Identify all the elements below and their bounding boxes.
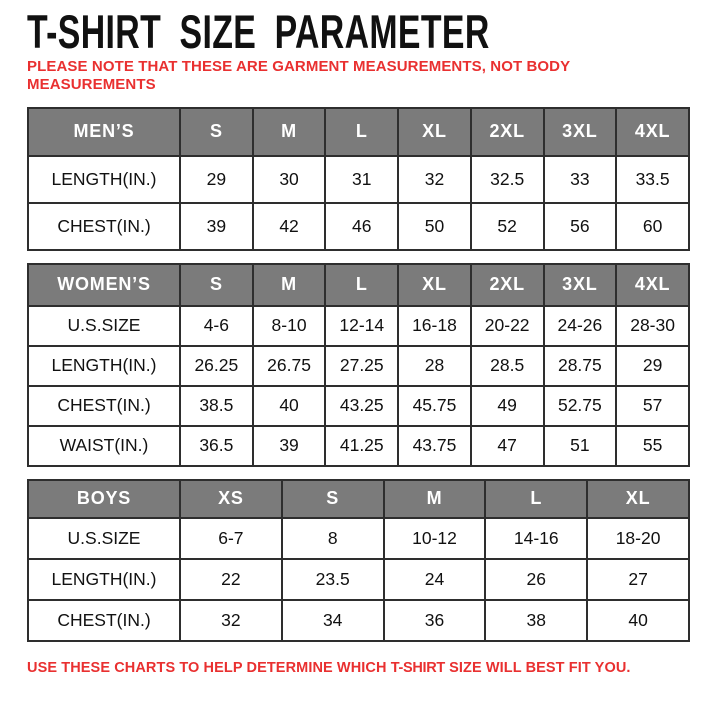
value-cell: 28-30 <box>616 306 689 346</box>
value-cell: 41.25 <box>325 426 398 466</box>
value-cell: 52 <box>471 203 544 250</box>
table-header-row <box>28 264 689 306</box>
value-cell: 32.5 <box>471 156 544 203</box>
value-cell: 55 <box>616 426 689 466</box>
garment-note-line-1: PLEASE NOTE THAT THESE ARE GARMENT MEASUREMENTS, NOT BODY <box>27 58 571 75</box>
value-cell: 33 <box>544 156 617 203</box>
size-header-cell: 2XL <box>471 108 544 156</box>
row-label-cell: CHEST(IN.) <box>28 386 180 426</box>
size-header-cell: 3XL <box>544 264 617 306</box>
value-cell: 38.5 <box>180 386 253 426</box>
value-cell: 28.5 <box>471 346 544 386</box>
boys-size-table <box>27 479 690 642</box>
value-cell: 46 <box>325 203 398 250</box>
value-cell: 24 <box>384 559 486 600</box>
table-header-row <box>28 108 689 156</box>
value-cell: 33.5 <box>616 156 689 203</box>
value-cell: 38 <box>485 600 587 641</box>
row-label-cell: CHEST(IN.) <box>28 203 180 250</box>
value-cell: 27.25 <box>325 346 398 386</box>
size-header-cell: 4XL <box>616 108 689 156</box>
value-cell: 39 <box>180 203 253 250</box>
fit-advice-note <box>27 660 693 676</box>
value-cell: 32 <box>398 156 471 203</box>
table-row <box>28 203 689 250</box>
value-cell: 14-16 <box>485 518 587 559</box>
value-cell: 32 <box>180 600 282 641</box>
value-cell: 6-7 <box>180 518 282 559</box>
value-cell: 57 <box>616 386 689 426</box>
table-row <box>28 386 689 426</box>
value-cell: 26.25 <box>180 346 253 386</box>
row-label-cell: LENGTH(IN.) <box>28 559 180 600</box>
value-cell: 18-20 <box>587 518 689 559</box>
value-cell: 12-14 <box>325 306 398 346</box>
row-label-cell: CHEST(IN.) <box>28 600 180 641</box>
value-cell: 51 <box>544 426 617 466</box>
value-cell: 29 <box>616 346 689 386</box>
page-title <box>27 5 693 58</box>
row-label-cell: U.S.SIZE <box>28 306 180 346</box>
size-header-cell: S <box>180 108 253 156</box>
value-cell: 28 <box>398 346 471 386</box>
size-header-cell: S <box>282 480 384 518</box>
size-header-cell: M <box>253 264 326 306</box>
womens-table-title-cell: WOMEN’S <box>28 264 180 306</box>
page-title-text: T-SHIRT SIZE PARAMETER <box>27 5 490 58</box>
value-cell: 56 <box>544 203 617 250</box>
value-cell: 42 <box>253 203 326 250</box>
size-header-cell: 4XL <box>616 264 689 306</box>
table-row <box>28 306 689 346</box>
value-cell: 60 <box>616 203 689 250</box>
garment-note-line-2: MEASUREMENTS <box>27 76 156 94</box>
value-cell: 40 <box>587 600 689 641</box>
value-cell: 43.25 <box>325 386 398 426</box>
value-cell: 45.75 <box>398 386 471 426</box>
value-cell: 8-10 <box>253 306 326 346</box>
table-row <box>28 600 689 641</box>
value-cell: 47 <box>471 426 544 466</box>
value-cell: 49 <box>471 386 544 426</box>
value-cell: 36.5 <box>180 426 253 466</box>
table-header-row <box>28 480 689 518</box>
size-header-cell: S <box>180 264 253 306</box>
row-label-cell: LENGTH(IN.) <box>28 346 180 386</box>
fit-advice-suffix: SIZE WILL BEST FIT YOU. <box>444 659 631 676</box>
size-header-cell: M <box>253 108 326 156</box>
garment-note <box>27 58 693 95</box>
value-cell: 36 <box>384 600 486 641</box>
value-cell: 24-26 <box>544 306 617 346</box>
table-row <box>28 156 689 203</box>
table-row <box>28 426 689 466</box>
value-cell: 8 <box>282 518 384 559</box>
mens-table-title-cell: MEN’S <box>28 108 180 156</box>
row-label-cell: LENGTH(IN.) <box>28 156 180 203</box>
value-cell: 28.75 <box>544 346 617 386</box>
size-header-cell: XL <box>587 480 689 518</box>
size-header-cell: XL <box>398 108 471 156</box>
value-cell: 20-22 <box>471 306 544 346</box>
row-label-cell: WAIST(IN.) <box>28 426 180 466</box>
value-cell: 26 <box>485 559 587 600</box>
mens-size-table <box>27 107 690 251</box>
size-header-cell: 2XL <box>471 264 544 306</box>
value-cell: 43.75 <box>398 426 471 466</box>
value-cell: 31 <box>325 156 398 203</box>
value-cell: 23.5 <box>282 559 384 600</box>
value-cell: 39 <box>253 426 326 466</box>
value-cell: 34 <box>282 600 384 641</box>
table-row <box>28 346 689 386</box>
size-header-cell: M <box>384 480 486 518</box>
value-cell: 4-6 <box>180 306 253 346</box>
table-row <box>28 559 689 600</box>
value-cell: 26.75 <box>253 346 326 386</box>
value-cell: 27 <box>587 559 689 600</box>
value-cell: 22 <box>180 559 282 600</box>
womens-size-table <box>27 263 690 467</box>
value-cell: 10-12 <box>384 518 486 559</box>
value-cell: 52.75 <box>544 386 617 426</box>
value-cell: 29 <box>180 156 253 203</box>
size-header-cell: L <box>325 264 398 306</box>
boys-table-title-cell: BOYS <box>28 480 180 518</box>
size-header-cell: XS <box>180 480 282 518</box>
fit-advice-prefix: USE THESE CHARTS TO HELP DETERMINE WHICH <box>27 659 391 676</box>
fit-advice-tshirt-word: T-SHIRT <box>390 659 445 676</box>
value-cell: 40 <box>253 386 326 426</box>
size-header-cell: L <box>485 480 587 518</box>
value-cell: 30 <box>253 156 326 203</box>
table-row <box>28 518 689 559</box>
row-label-cell: U.S.SIZE <box>28 518 180 559</box>
size-header-cell: XL <box>398 264 471 306</box>
size-header-cell: L <box>325 108 398 156</box>
value-cell: 50 <box>398 203 471 250</box>
size-header-cell: 3XL <box>544 108 617 156</box>
value-cell: 16-18 <box>398 306 471 346</box>
